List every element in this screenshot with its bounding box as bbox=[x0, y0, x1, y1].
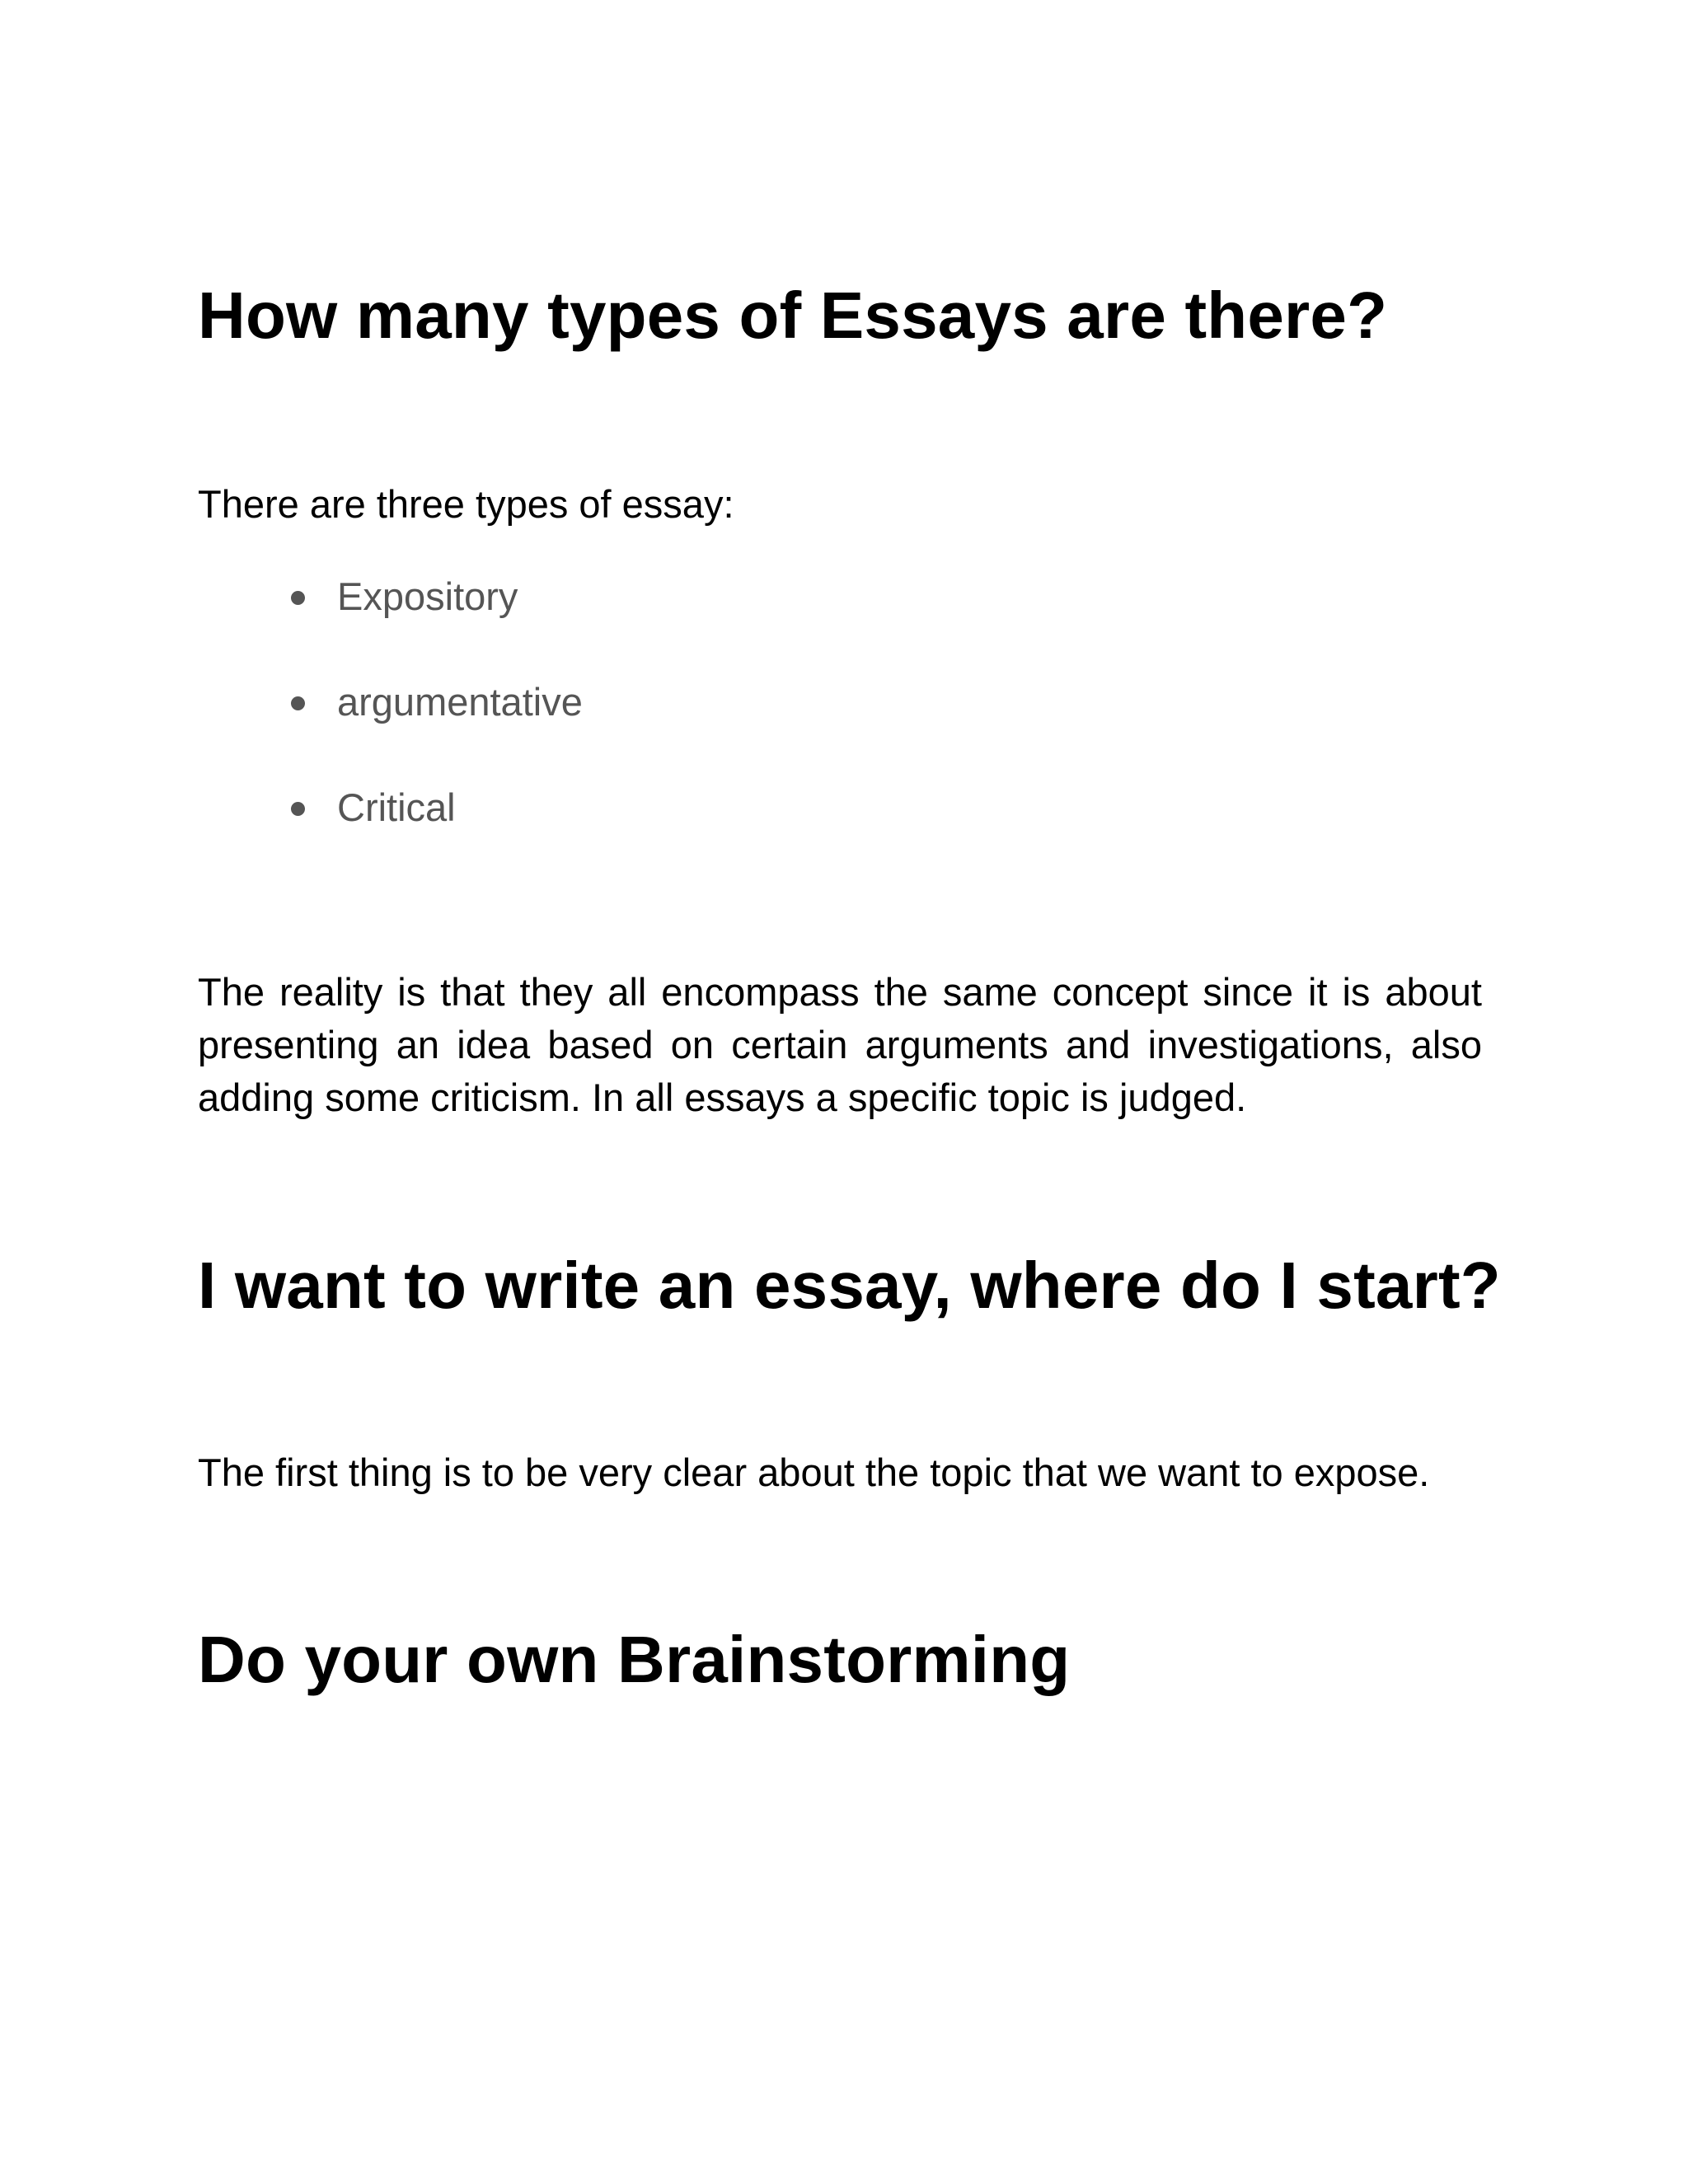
heading-brainstorming: Do your own Brainstorming bbox=[198, 1623, 1071, 1696]
bullet-icon bbox=[291, 591, 305, 605]
heading-essay-types: How many types of Essays are there? bbox=[198, 279, 1388, 352]
bullet-icon bbox=[291, 802, 305, 816]
where-to-start-paragraph: The first thing is to be very clear about the topic that we want to expose. bbox=[198, 1451, 1430, 1494]
bullet-icon bbox=[291, 696, 305, 710]
essay-types-paragraph: The reality is that they all encompass the same concept since it is about presenting an idea based on certain arguments and investigations, also adding some criticism. In all essays a specific topic is judged. bbox=[198, 970, 1482, 1119]
list-item-label: Critical bbox=[337, 785, 456, 829]
list-item-label: argumentative bbox=[337, 680, 583, 724]
heading-where-to-start: I want to write an essay, where do I start? bbox=[198, 1249, 1501, 1322]
essay-types-intro: There are three types of essay: bbox=[198, 482, 734, 526]
list-item-label: Expository bbox=[337, 574, 518, 618]
